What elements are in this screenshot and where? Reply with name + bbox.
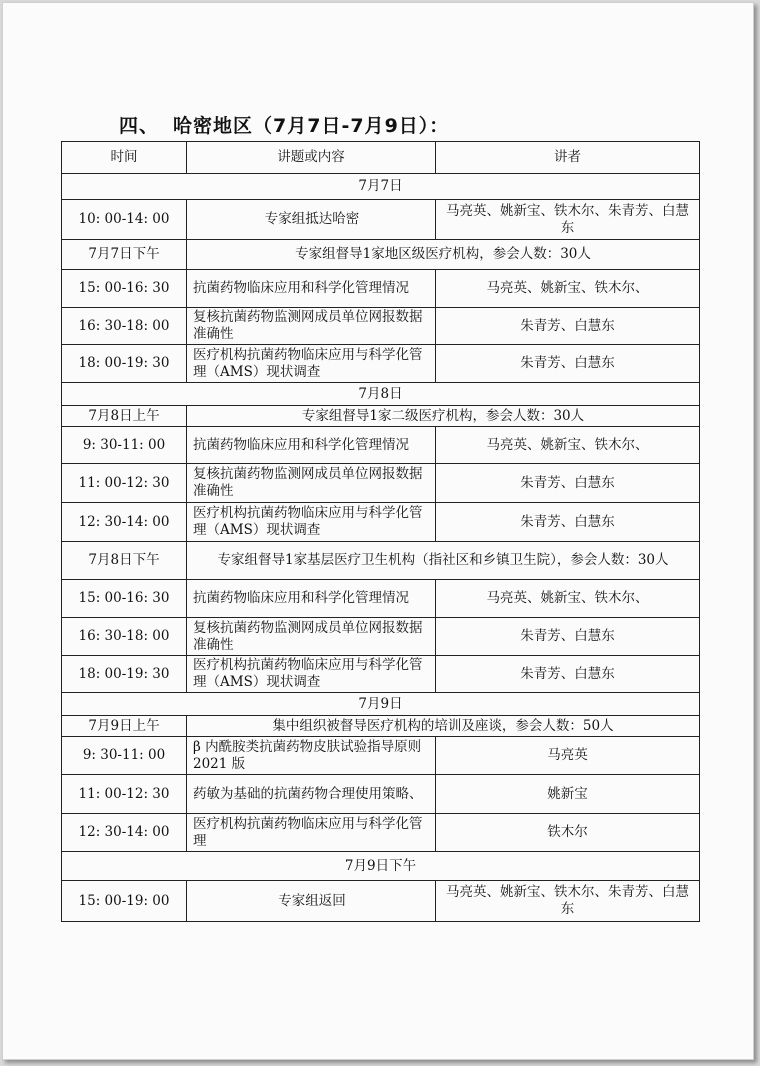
table-row [62, 345, 700, 383]
row-time: 18: 00-19: 30 [62, 345, 187, 383]
day-label: 7月8日 [62, 383, 700, 406]
row-speaker: 马亮英、姚新宝、铁木尔、朱青芳、白慧东 [436, 881, 700, 922]
table-row [62, 737, 700, 775]
session-description: 专家组督导1家基层医疗卫生机构（指社区和乡镇卫生院），参会人数：30人 [187, 542, 700, 580]
row-speaker: 朱青芳、白慧东 [436, 503, 700, 542]
section-title: 哈密地区（7月7日-7月9日）： [173, 115, 450, 137]
table-row [62, 775, 700, 814]
row-time: 16: 30-18: 00 [62, 308, 187, 345]
day-row [62, 852, 700, 881]
session-time: 7月9日上午 [62, 716, 187, 737]
row-time: 9: 30-11: 00 [62, 427, 187, 464]
row-time: 10: 00-14: 00 [62, 200, 187, 240]
row-time: 12: 30-14: 00 [62, 503, 187, 542]
table-row [62, 200, 700, 240]
session-description: 专家组督导1家地区级医疗机构，参会人数：30人 [187, 240, 700, 270]
table-row [62, 503, 700, 542]
day-row [62, 383, 700, 406]
table-row [62, 618, 700, 656]
table-row [62, 580, 700, 618]
day-row [62, 174, 700, 200]
row-speaker: 铁木尔 [436, 814, 700, 852]
row-time: 15: 00-19: 00 [62, 881, 187, 922]
section-heading [119, 111, 449, 138]
day-label: 7月9日 [62, 693, 700, 716]
row-topic: 专家组返回 [187, 881, 436, 922]
row-topic: 抗菌药物临床应用和科学化管理情况 [187, 580, 436, 618]
section-number: 四、 [119, 115, 160, 137]
row-time: 16: 30-18: 00 [62, 618, 187, 656]
header-topic: 讲题或内容 [187, 142, 436, 174]
row-speaker: 朱青芳、白慧东 [436, 618, 700, 656]
row-speaker: 朱青芳、白慧东 [436, 308, 700, 345]
row-speaker: 朱青芳、白慧东 [436, 345, 700, 383]
row-time: 12: 30-14: 00 [62, 814, 187, 852]
row-topic: 医疗机构抗菌药物临床应用与科学化管理（AMS）现状调查 [187, 345, 436, 383]
row-speaker: 朱青芳、白慧东 [436, 464, 700, 503]
row-speaker: 马亮英、姚新宝、铁木尔、朱青芳、白慧东 [436, 200, 700, 240]
session-description: 集中组织被督导医疗机构的培训及座谈，参会人数：50人 [187, 716, 700, 737]
row-time: 15: 00-16: 30 [62, 580, 187, 618]
header-speaker: 讲者 [436, 142, 700, 174]
header-time: 时间 [62, 142, 187, 174]
table-row [62, 270, 700, 308]
row-topic: 药敏为基础的抗菌药物合理使用策略、 [187, 775, 436, 814]
session-description: 专家组督导1家二级医疗机构，参会人数：30人 [187, 406, 700, 427]
row-time: 9: 30-11: 00 [62, 737, 187, 775]
session-row [62, 406, 700, 427]
table-row [62, 427, 700, 464]
row-speaker: 姚新宝 [436, 775, 700, 814]
day-label: 7月7日 [62, 174, 700, 200]
row-speaker: 马亮英、姚新宝、铁木尔、 [436, 270, 700, 308]
row-speaker: 朱青芳、白慧东 [436, 656, 700, 693]
row-topic: 抗菌药物临床应用和科学化管理情况 [187, 427, 436, 464]
table-row [62, 308, 700, 345]
row-topic: β 内酰胺类抗菌药物皮肤试验指导原则 2021 版 [187, 737, 436, 775]
session-row [62, 542, 700, 580]
row-speaker: 马亮英 [436, 737, 700, 775]
table-header-row [62, 142, 700, 174]
row-topic: 复核抗菌药物监测网成员单位网报数据准确性 [187, 618, 436, 656]
row-time: 11: 00-12: 30 [62, 775, 187, 814]
session-time: 7月7日下午 [62, 240, 187, 270]
session-row [62, 716, 700, 737]
session-time: 7月8日上午 [62, 406, 187, 427]
table-row [62, 814, 700, 852]
row-topic: 医疗机构抗菌药物临床应用与科学化管理（AMS）现状调查 [187, 656, 436, 693]
row-time: 15: 00-16: 30 [62, 270, 187, 308]
row-topic: 复核抗菌药物监测网成员单位网报数据准确性 [187, 308, 436, 345]
row-topic: 抗菌药物临床应用和科学化管理情况 [187, 270, 436, 308]
schedule-table [61, 141, 700, 922]
row-topic: 专家组抵达哈密 [187, 200, 436, 240]
table-row [62, 656, 700, 693]
row-speaker: 马亮英、姚新宝、铁木尔、 [436, 580, 700, 618]
session-time: 7月8日下午 [62, 542, 187, 580]
row-time: 11: 00-12: 30 [62, 464, 187, 503]
row-topic: 医疗机构抗菌药物临床应用与科学化管理（AMS）现状调查 [187, 503, 436, 542]
day-label: 7月9日下午 [62, 852, 700, 881]
row-topic: 复核抗菌药物监测网成员单位网报数据准确性 [187, 464, 436, 503]
table-row [62, 881, 700, 922]
session-row [62, 240, 700, 270]
row-speaker: 马亮英、姚新宝、铁木尔、 [436, 427, 700, 464]
day-row [62, 693, 700, 716]
table-row [62, 464, 700, 503]
row-topic: 医疗机构抗菌药物临床应用与科学化管理 [187, 814, 436, 852]
document-page [2, 2, 754, 1060]
row-time: 18: 00-19: 30 [62, 656, 187, 693]
